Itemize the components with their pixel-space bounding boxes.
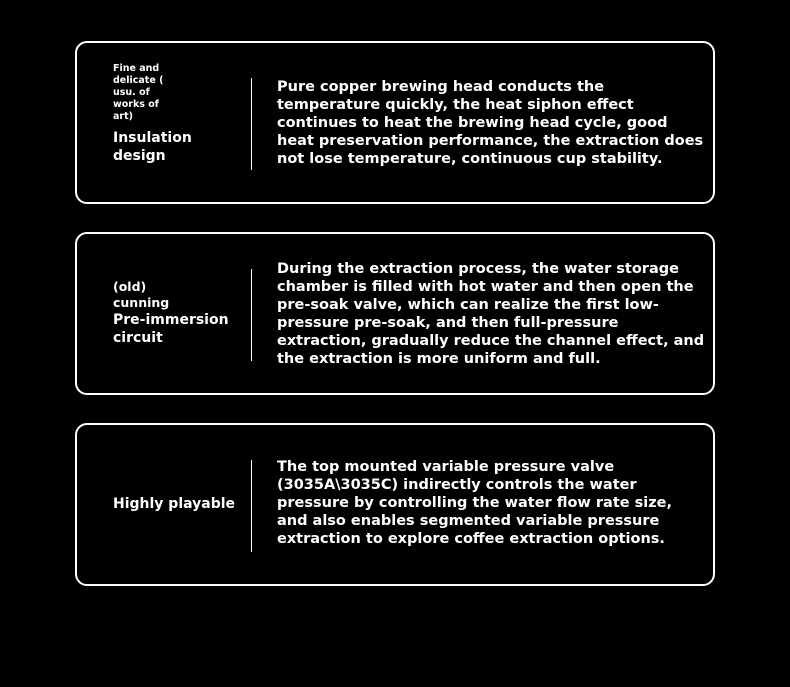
feature-card-pre-immersion (75, 232, 715, 395)
feature-description: Pure copper brewing head conducts the temperature quickly, the heat siphon effect continues to heat the brewing head cycle, good heat preservation performance, the extraction does not lose temperature, continuous cup stability. (277, 79, 704, 167)
divider (251, 78, 252, 170)
feature-card-insulation (75, 41, 715, 204)
feature-card-playable (75, 423, 715, 586)
feature-title: Pre-immersion circuit (113, 312, 229, 346)
feature-label-group (113, 63, 249, 165)
feature-note: (old) cunning (113, 279, 170, 310)
divider (251, 460, 252, 552)
divider (251, 269, 252, 361)
feature-description: During the extraction process, the water storage chamber is filled with hot water and then open the pre-soak valve, which can realize the first low-pressure pre-soak, and then full-pressure extraction, gradually reduce the channel effect, and the extraction is more uniform and full. (277, 261, 705, 367)
feature-title: Highly playable (113, 496, 236, 512)
feature-label-group (113, 279, 249, 347)
feature-description: The top mounted variable pressure valve (3035A\3035C) indirectly controls the water pressure by controlling the water flow rate size, and also enables segmented variable pressure extraction to explore coffee extraction options. (277, 459, 673, 547)
feature-note: Fine and delicate ( usu. of works of art) (113, 63, 164, 122)
feature-label-group (113, 495, 249, 513)
feature-title: Insulation design (113, 130, 192, 164)
